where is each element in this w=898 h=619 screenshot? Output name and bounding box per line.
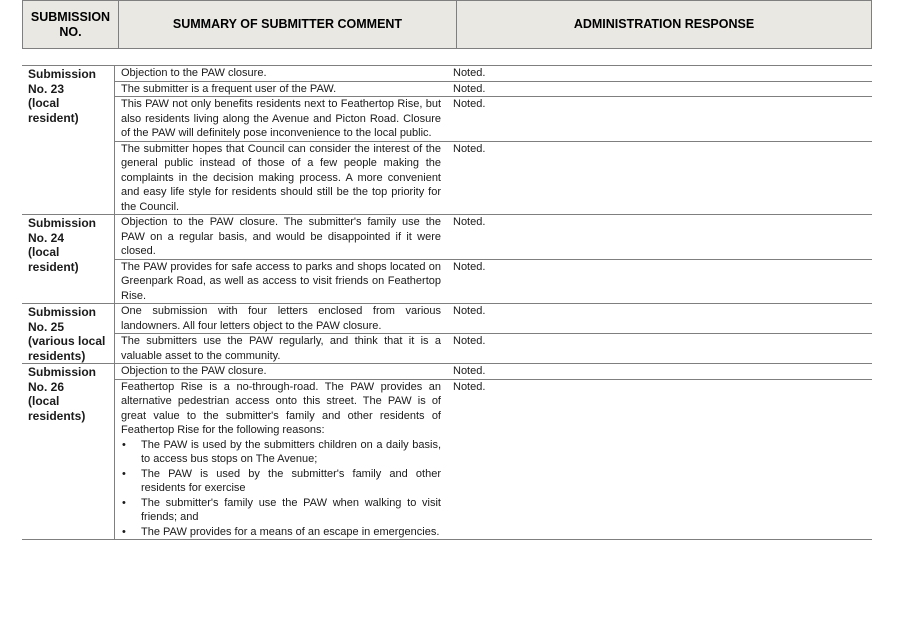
list-item: • The PAW provides for a means of an escape in emergencies. [121,525,441,540]
table-header [22,0,872,49]
submission-label: Submission No. 25 (various local residents) [22,304,115,363]
response-text: Noted. [453,216,486,228]
response-text: Noted. [453,260,486,273]
response-text: Noted. [453,380,486,393]
list-item: • The submitter's family use the PAW when walking to visit friends; and [121,496,441,525]
submission-group [22,66,872,215]
response-text: Noted. [453,365,486,377]
response-text: Noted. [453,67,486,79]
comment-row [115,380,872,540]
header-submission-no: SUBMISSION NO. [23,1,119,48]
submission-group [22,215,872,304]
reasons-list [121,438,441,540]
submission-group [22,364,872,539]
comment-row [115,260,872,304]
comment-row [115,142,872,215]
submissions-table [22,65,872,540]
comment-text: Feathertop Rise is a no-through-road. The PAW provides an alternative pedestrian access onto this street. The PAW is of great value to the submitter's family and other residents of Feathertop Rise for the following reasons: [121,380,441,436]
comment-text: Objection to the PAW closure. The submitter's family use the PAW on a regular basis, and would be disappointed if it were closed. [121,216,441,257]
list-item: • The PAW is used by the submitter's family and other residents for exercise [121,467,441,496]
response-text: Noted. [453,335,486,347]
comment-row [115,66,872,82]
comment-text: The submitter is a frequent user of the PAW. [121,82,337,95]
comment-row [115,82,872,98]
header-response: ADMINISTRATION RESPONSE [573,17,755,31]
response-text: Noted. [453,305,486,317]
comment-row [115,334,872,363]
comment-text: Objection to the PAW closure. [121,67,267,79]
header-summary: SUMMARY OF SUBMITTER COMMENT [119,1,457,48]
submission-label: Submission No. 26 (local residents) [22,364,115,539]
comment-row [115,364,872,380]
comment-text: One submission with four letters enclosed from various landowners. All four letters object to the PAW closure. [121,305,441,332]
comment-text: Objection to the PAW closure. [121,365,267,377]
comment-cell [115,380,445,540]
comment-text: The submitter hopes that Council can consider the interest of the general public instead of those of a few people making the complaints in the decision making process. A more convenient and easy life style for residents should still be the top priority for the Council. [121,142,441,213]
comment-row [115,304,872,334]
comment-text: The PAW provides for safe access to parks and shops located on Greenpark Road, as well as access to visit friends on Feathertop Rise. [121,260,441,302]
response-text: Noted. [453,98,486,110]
comment-text: The submitters use the PAW regularly, and think that it is a valuable asset to the community. [121,335,441,362]
response-text: Noted. [453,142,486,155]
submission-group [22,304,872,364]
list-item: • The PAW is used by the submitters children on a daily basis, to access bus stops on The Avenue; [121,438,441,467]
comment-text: This PAW not only benefits residents next to Feathertop Rise, but also residents living along the Avenue and Picton Road. Closure of the PAW will definitely pose inconvenience to the local public. [121,98,441,139]
comment-row [115,215,872,260]
submission-label: Submission No. 24 (local resident) [22,215,115,303]
comment-row [115,97,872,142]
response-text: Noted. [453,82,486,95]
submission-label: Submission No. 23 (local resident) [22,66,115,214]
